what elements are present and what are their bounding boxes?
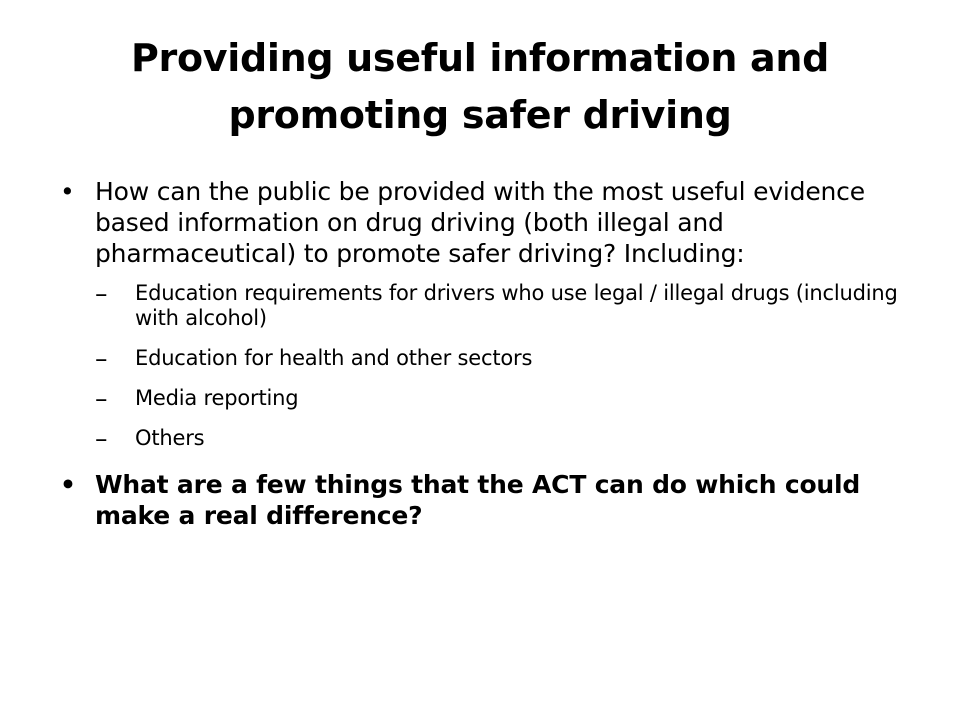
bullet-text: What are a few things that the ACT can do which could make a real difference? bbox=[95, 470, 861, 530]
bullet-list bbox=[60, 176, 920, 531]
sub-bullet-marker: – bbox=[95, 344, 108, 373]
sub-bullet-text: Education for health and other sectors bbox=[135, 346, 533, 370]
sub-bullet-text: Others bbox=[135, 426, 205, 450]
bullet-item-question bbox=[60, 176, 920, 451]
sub-bullet-text: Education requirements for drivers who use legal / illegal drugs (including with alcohol) bbox=[135, 281, 898, 330]
sub-bullet-text: Media reporting bbox=[135, 386, 299, 410]
sub-bullet-item bbox=[95, 346, 920, 371]
sub-bullet-item bbox=[95, 386, 920, 411]
sub-bullet-marker: – bbox=[95, 384, 108, 413]
bullet-marker: • bbox=[60, 177, 75, 206]
sub-bullet-item bbox=[95, 281, 920, 331]
bullet-marker: • bbox=[60, 470, 76, 499]
sub-bullet-marker: – bbox=[95, 424, 108, 453]
bullet-item-act bbox=[60, 469, 920, 531]
bullet-text: How can the public be provided with the most useful evidence based information on drug driving (both illegal and pharmaceutical) to promote safer driving? Including: bbox=[95, 177, 865, 268]
sub-bullet-list bbox=[95, 281, 920, 451]
slide-title: Providing useful information and promoting safer driving bbox=[130, 36, 830, 137]
sub-bullet-marker: – bbox=[95, 279, 108, 308]
sub-bullet-item bbox=[95, 426, 920, 451]
